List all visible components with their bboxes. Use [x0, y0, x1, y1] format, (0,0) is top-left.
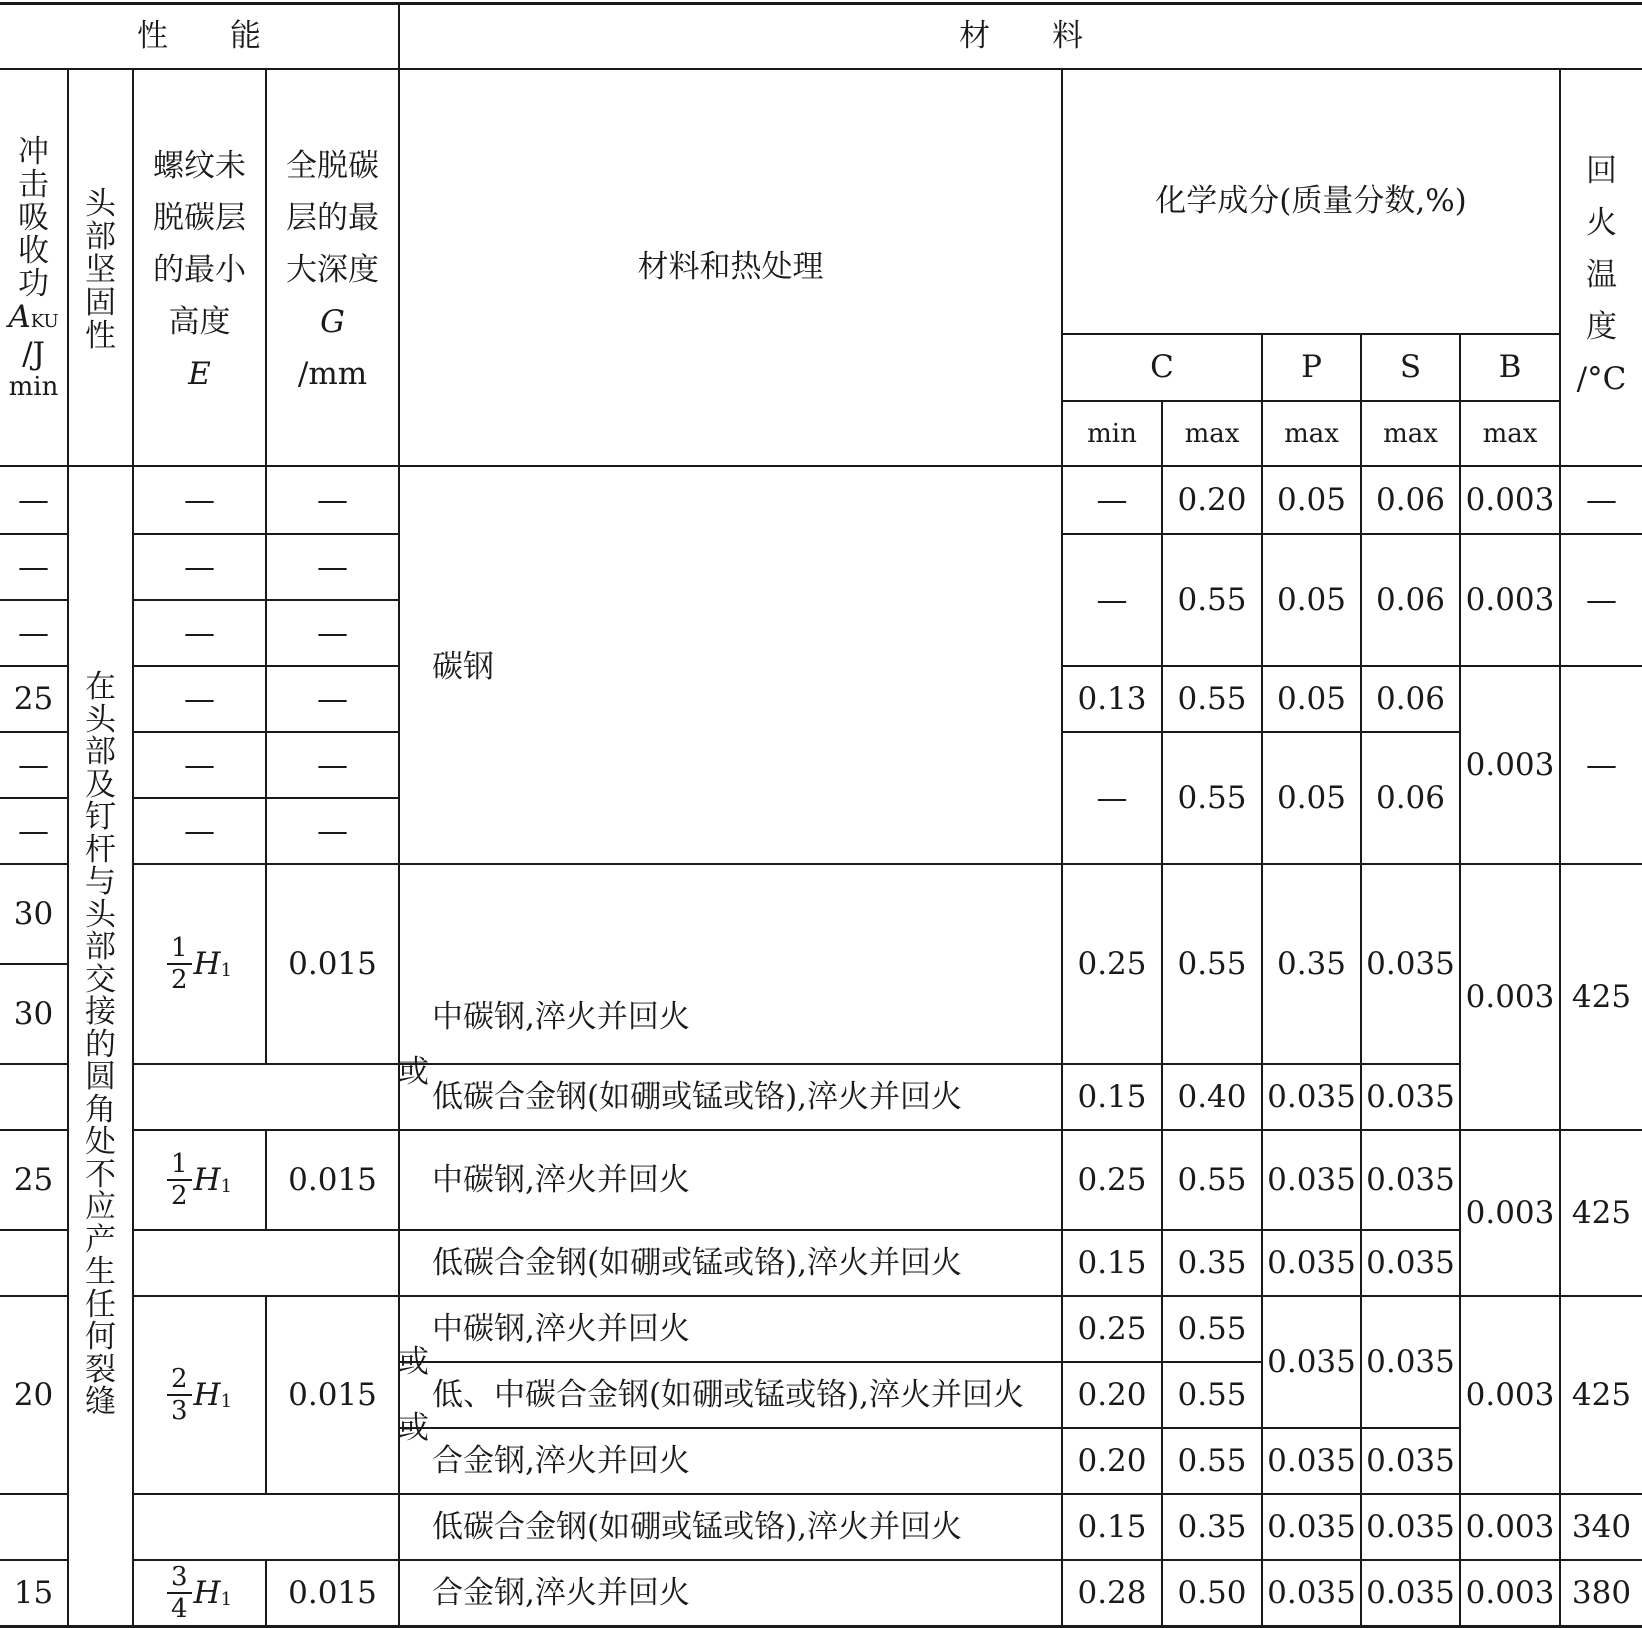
c-max-cell: 0.20: [1177, 481, 1247, 518]
header-p: P: [1301, 349, 1322, 385]
s-cell: 0.06: [1375, 581, 1446, 618]
header-material-heat-treatment: 材料和热处理: [637, 249, 824, 285]
p-cell: 0.05: [1276, 581, 1347, 618]
p-cell: 0.035: [1267, 1574, 1356, 1611]
c-min-cell: 0.20: [1077, 1442, 1147, 1479]
full-decarb-cell: —: [317, 614, 348, 651]
c-min-cell: 0.13: [1077, 680, 1147, 717]
c-max-cell: 0.55: [1177, 1161, 1247, 1198]
temper-cell: 340: [1571, 1508, 1632, 1545]
or-label: 或: [398, 1053, 429, 1090]
b-cell: 0.003: [1465, 978, 1555, 1015]
thread-decarb-cell: 1 2 H 1: [134, 865, 265, 1063]
impact-cell: —: [18, 746, 49, 783]
c-max-cell: 0.55: [1177, 581, 1247, 618]
c-min-cell: —: [1096, 581, 1128, 618]
rule: [0, 1063, 67, 1065]
impact-cell: 30: [13, 995, 54, 1032]
s-cell: 0.035: [1366, 945, 1455, 982]
thread-decarb-cell: —: [184, 746, 215, 783]
s-cell: 0.035: [1366, 1574, 1455, 1611]
material-low-mid-alloy: 低、中碳合金钢(如硼或锰或铬),淬火并回火: [432, 1376, 1025, 1413]
c-max-cell: 0.55: [1177, 945, 1247, 982]
header-performance: 性 能: [137, 18, 261, 54]
c-min-cell: —: [1096, 481, 1128, 518]
c-max-cell: 0.55: [1177, 1376, 1247, 1413]
c-min-cell: 0.25: [1077, 1310, 1147, 1347]
full-decarb-cell: —: [317, 548, 348, 585]
material-low-alloy: 低碳合金钢(如硼或锰或铬),淬火并回火: [432, 1508, 963, 1545]
c-min-cell: 0.28: [1077, 1574, 1147, 1611]
s-cell: 0.035: [1366, 1343, 1455, 1380]
temper-cell: —: [1586, 481, 1617, 518]
header-s-max: max: [1383, 418, 1438, 449]
temper-cell: —: [1586, 746, 1617, 783]
thread-decarb-cell: —: [184, 481, 215, 518]
temper-cell: 425: [1571, 1376, 1632, 1413]
b-cell: 0.003: [1465, 746, 1555, 783]
temper-cell: 380: [1571, 1574, 1632, 1611]
p-cell: 0.035: [1267, 1508, 1356, 1545]
material-alloy: 合金钢,淬火并回火: [432, 1442, 690, 1479]
c-max-cell: 0.35: [1177, 1244, 1247, 1281]
impact-cell: —: [18, 614, 49, 651]
c-min-cell: 0.25: [1077, 945, 1147, 982]
full-decarb-cell: 0.015: [288, 945, 377, 982]
p-cell: 0.035: [1267, 1161, 1356, 1198]
s-cell: 0.035: [1366, 1161, 1455, 1198]
or-label: 或: [398, 1343, 429, 1380]
material-mid-carbon: 中碳钢,淬火并回火: [432, 1161, 690, 1198]
b-cell: 0.003: [1465, 481, 1555, 518]
thread-decarb-cell: —: [184, 680, 215, 717]
c-max-cell: 0.35: [1177, 1508, 1247, 1545]
thread-decarb-cell: —: [184, 812, 215, 849]
c-min-cell: 0.15: [1077, 1244, 1147, 1281]
full-decarb-cell: —: [317, 481, 348, 518]
impact-cell: —: [18, 481, 49, 518]
header-impact-energy: 冲 击 吸 收 功 AKU /J min: [8, 134, 59, 402]
thread-decarb-cell: 3 4 H 1: [134, 1561, 265, 1625]
s-cell: 0.035: [1366, 1244, 1455, 1281]
p-cell: 0.05: [1276, 481, 1347, 518]
header-c: C: [1150, 349, 1174, 385]
s-cell: 0.035: [1366, 1442, 1455, 1479]
p-cell: 0.35: [1276, 945, 1347, 982]
s-cell: 0.035: [1366, 1078, 1455, 1115]
header-s: S: [1399, 349, 1422, 385]
full-decarb-cell: 0.015: [288, 1574, 377, 1611]
p-cell: 0.035: [1267, 1078, 1356, 1115]
thread-decarb-cell: 1 2 H 1: [134, 1131, 265, 1229]
material-low-alloy: 低碳合金钢(如硼或锰或铬),淬火并回火: [432, 1244, 963, 1281]
temper-cell: 425: [1571, 978, 1632, 1015]
header-full-decarb: 全脱碳 层的最 大深度 G /mm: [286, 148, 379, 392]
full-decarb-cell: —: [317, 746, 348, 783]
header-b-max: max: [1482, 418, 1538, 449]
material-mid-carbon: 中碳钢,淬火并回火: [432, 1310, 690, 1347]
head-soundness-note: 在 头 部 及 钉 杆 与 头 部 交 接 的 圆 角 处 不 应 产 生 任 何 裂 缝: [85, 669, 116, 1421]
material-alloy: 合金钢,淬火并回火: [432, 1574, 690, 1611]
or-label: 或: [398, 1409, 429, 1446]
material-mid-carbon: 中碳钢,淬火并回火: [432, 998, 690, 1035]
impact-cell: 25: [13, 1161, 54, 1198]
full-decarb-cell: 0.015: [288, 1376, 377, 1413]
s-cell: 0.035: [1366, 1508, 1455, 1545]
rule: [0, 1493, 67, 1495]
c-min-cell: 0.15: [1077, 1078, 1147, 1115]
material-low-alloy: 低碳合金钢(如硼或锰或铬),淬火并回火: [432, 1078, 963, 1115]
p-cell: 0.05: [1276, 680, 1347, 717]
b-cell: 0.003: [1465, 581, 1555, 618]
b-cell: 0.003: [1465, 1508, 1555, 1545]
full-decarb-cell: —: [317, 812, 348, 849]
impact-cell: 20: [13, 1376, 54, 1413]
thread-decarb-cell: —: [184, 548, 215, 585]
impact-cell: 30: [13, 895, 54, 932]
c-max-cell: 0.55: [1177, 779, 1247, 816]
impact-cell: 15: [13, 1574, 54, 1611]
header-b: B: [1498, 349, 1522, 385]
full-decarb-cell: —: [317, 680, 348, 717]
c-min-cell: 0.15: [1077, 1508, 1147, 1545]
full-decarb-cell: 0.015: [288, 1161, 377, 1198]
temper-cell: —: [1586, 581, 1617, 618]
s-cell: 0.06: [1375, 779, 1446, 816]
b-cell: 0.003: [1465, 1574, 1555, 1611]
impact-cell: —: [18, 548, 49, 585]
b-cell: 0.003: [1465, 1376, 1555, 1413]
c-max-cell: 0.55: [1177, 1442, 1247, 1479]
p-cell: 0.035: [1267, 1244, 1356, 1281]
thread-decarb-cell: 2 3 H 1: [134, 1297, 265, 1493]
p-cell: 0.05: [1276, 779, 1347, 816]
s-cell: 0.06: [1375, 481, 1446, 518]
c-max-cell: 0.40: [1177, 1078, 1247, 1115]
header-head-soundness: 头 部 坚 固 性: [85, 185, 116, 354]
c-max-cell: 0.55: [1177, 1310, 1247, 1347]
header-chemical-composition: 化学成分(质量分数,%): [1155, 183, 1467, 219]
c-min-cell: 0.25: [1077, 1161, 1147, 1198]
header-p-max: max: [1284, 418, 1339, 449]
header-c-min: min: [1087, 418, 1137, 449]
header-tempering-temperature: 回 火 温 度 /°C: [1576, 153, 1627, 397]
c-max-cell: 0.50: [1177, 1574, 1247, 1611]
rule: [0, 1229, 67, 1231]
c-max-cell: 0.55: [1177, 680, 1247, 717]
c-min-cell: 0.20: [1077, 1376, 1147, 1413]
p-cell: 0.035: [1267, 1343, 1356, 1380]
b-cell: 0.003: [1465, 1194, 1555, 1231]
impact-cell: —: [18, 812, 49, 849]
thread-decarb-cell: —: [184, 614, 215, 651]
temper-cell: 425: [1571, 1194, 1632, 1231]
material-carbon-steel: 碳钢: [432, 648, 494, 685]
c-min-cell: —: [1096, 779, 1128, 816]
impact-cell: 25: [13, 680, 54, 717]
header-thread-decarb: 螺纹未 脱碳层 的最小 高度 E: [153, 148, 246, 392]
p-cell: 0.035: [1267, 1442, 1356, 1479]
s-cell: 0.06: [1375, 680, 1446, 717]
header-material: 材 料: [959, 18, 1083, 54]
header-c-max: max: [1184, 418, 1240, 449]
